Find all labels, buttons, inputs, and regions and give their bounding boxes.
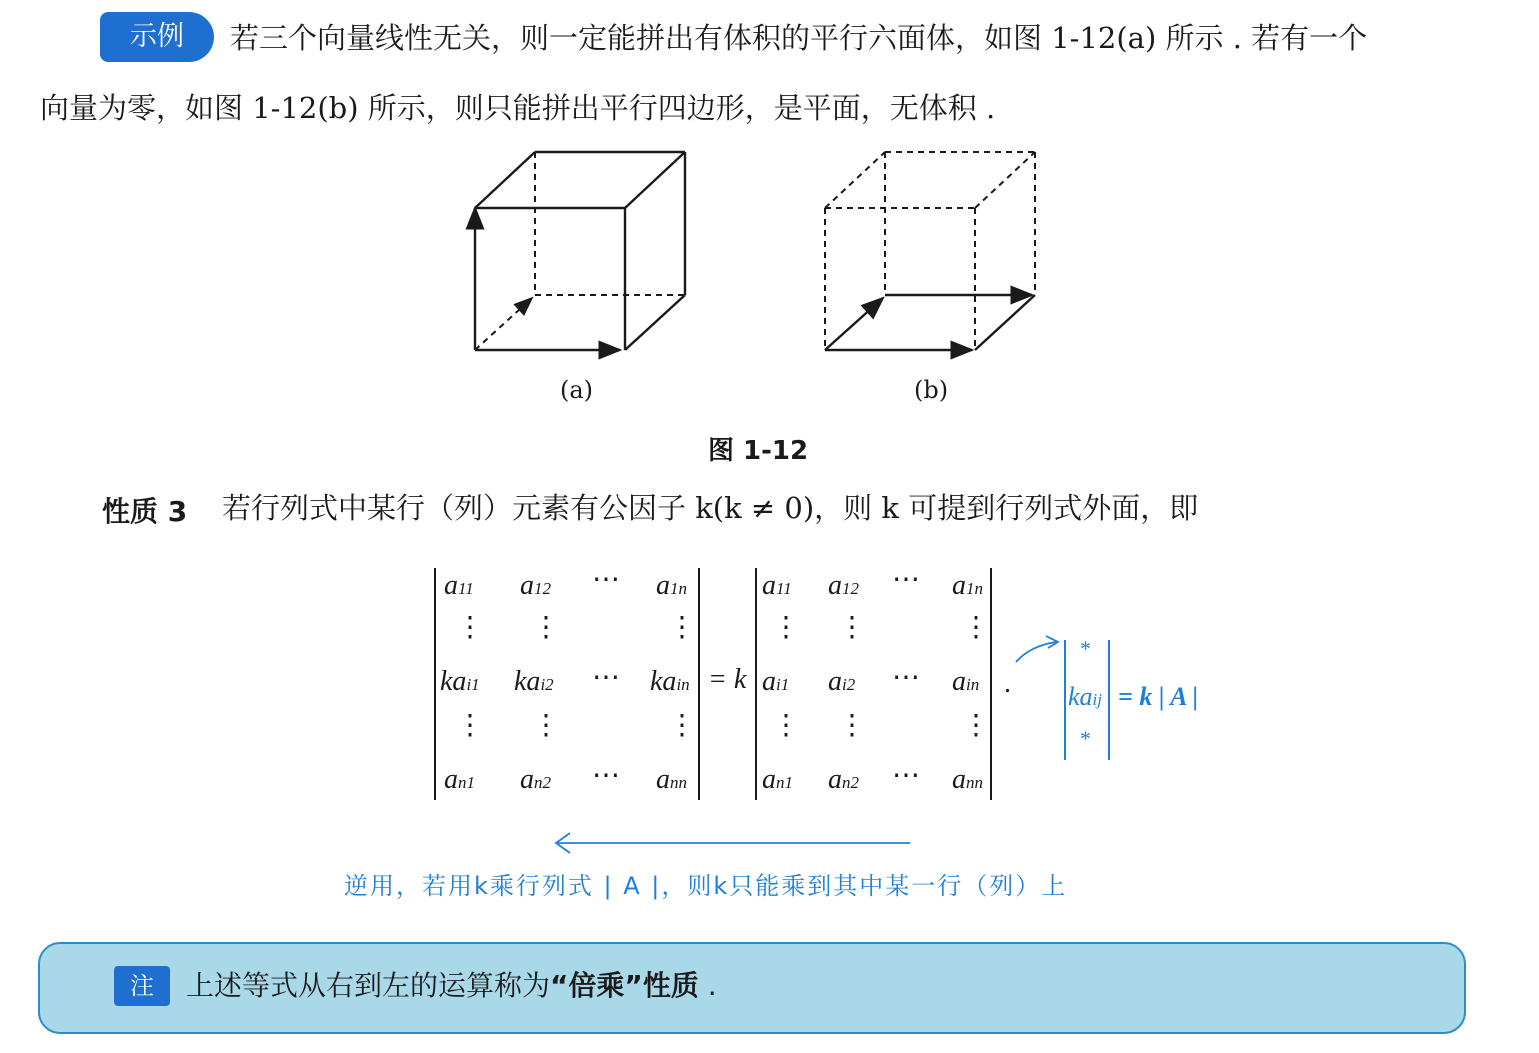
equals-k: = k — [708, 664, 747, 695]
matrix-entry: ⋮ — [772, 710, 800, 741]
matrix-entry: ⋯ — [892, 662, 920, 693]
matrix-entry: ⋮ — [838, 710, 866, 741]
note-icon: 注 — [114, 966, 170, 1006]
caption-b: (b) — [914, 376, 949, 404]
matrix-entry: ⋯ — [892, 564, 920, 595]
matrix-entry: an1 — [762, 764, 793, 795]
annotation-arrow-icon — [1012, 632, 1064, 666]
matrix-entry: ⋯ — [592, 564, 620, 595]
det-right-bar — [990, 568, 992, 800]
example-badge: 示例 — [100, 12, 214, 62]
det-right-bar — [755, 568, 757, 800]
matrix-entry: a1n — [952, 570, 983, 601]
vector-arrow-z — [475, 298, 532, 350]
vector-arrow-z — [825, 298, 883, 350]
matrix-entry: ⋮ — [456, 612, 484, 643]
matrix-entry: ⋮ — [772, 612, 800, 643]
matrix-entry: a11 — [762, 570, 792, 601]
example-line-1: 若三个向量线性无关，则一定能拼出有体积的平行六面体，如图 1-12(a) 所示 . 若有一个 — [230, 21, 1368, 55]
annotation-rhs: = k | A | — [1118, 682, 1199, 711]
matrix-entry: ann — [656, 764, 687, 795]
cube-figure-a — [440, 140, 710, 370]
matrix-entry: a12 — [520, 570, 551, 601]
matrix-entry: ⋮ — [668, 710, 696, 741]
figure-title: 图 1-12 — [708, 436, 809, 466]
matrix-entry: ⋯ — [892, 760, 920, 791]
matrix-entry: an2 — [520, 764, 551, 795]
matrix-entry: ⋮ — [962, 710, 990, 741]
reverse-note: 逆用，若用k乘行列式 | A |，则k只能乘到其中某一行（列）上 — [344, 872, 1068, 900]
matrix-entry: ain — [952, 666, 980, 697]
example-line-2: 向量为零，如图 1-12(b) 所示，则只能拼出平行四边形，是平面，无体积 . — [40, 91, 996, 125]
matrix-entry: ⋮ — [532, 710, 560, 741]
matrix-entry: ⋮ — [962, 612, 990, 643]
matrix-entry: ⋮ — [668, 612, 696, 643]
det-left-bar — [698, 568, 700, 800]
property-label: 性质 3 — [102, 495, 188, 528]
annotation-entry: kaij — [1068, 682, 1102, 711]
annotation-det-bar — [1064, 640, 1066, 760]
annotation-star: * — [1080, 726, 1091, 751]
matrix-entry: ai2 — [828, 666, 856, 697]
matrix-entry: ⋮ — [532, 612, 560, 643]
matrix-entry: kai1 — [440, 666, 480, 697]
det-left-bar — [434, 568, 436, 800]
left-arrow-icon — [552, 830, 914, 856]
matrix-entry: ⋮ — [838, 612, 866, 643]
matrix-entry: a12 — [828, 570, 859, 601]
matrix-entry: kain — [650, 666, 690, 697]
matrix-entry: ann — [952, 764, 983, 795]
cube-figure-b — [800, 140, 1070, 370]
period: . — [1004, 668, 1011, 699]
caption-a: (a) — [560, 376, 594, 404]
annotation-star: * — [1080, 636, 1091, 661]
matrix-entry: ai1 — [762, 666, 790, 697]
matrix-entry: ⋯ — [592, 760, 620, 791]
matrix-entry: an1 — [444, 764, 475, 795]
property-text: 若行列式中某行（列）元素有公因子 k(k ≠ 0)，则 k 可提到行列式外面，即 — [222, 491, 1199, 525]
matrix-entry: kai2 — [514, 666, 554, 697]
annotation-det-bar — [1108, 640, 1110, 760]
matrix-entry: ⋮ — [456, 710, 484, 741]
matrix-entry: a11 — [444, 570, 474, 601]
matrix-entry: an2 — [828, 764, 859, 795]
matrix-entry: a1n — [656, 570, 687, 601]
note-text: 上述等式从右到左的运算称为“倍乘”性质 . — [186, 969, 717, 1002]
matrix-entry: ⋯ — [592, 662, 620, 693]
